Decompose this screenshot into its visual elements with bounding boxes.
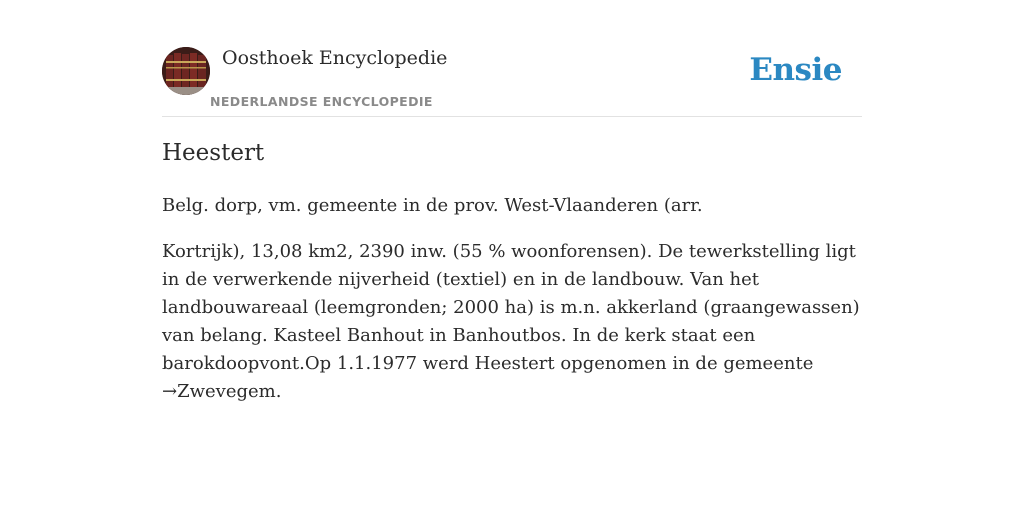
- site-header: [162, 46, 862, 117]
- article-title: Heestert: [162, 140, 265, 166]
- article-paragraph-1: Belg. dorp, vm. gemeente in de prov. West-Vlaanderen (arr.: [162, 195, 703, 216]
- site-title[interactable]: Oosthoek Encyclopedie: [222, 47, 448, 69]
- article-paragraph-2: Kortrijk), 13,08 km2, 2390 inw. (55 % woonforensen). De tewerkstelling ligt in de verwerkende nijverheid (textiel) en in de landbouw. Van het landbouwareaal (leemgronden; 2000 ha) is m.n. akkerland (graangewassen) van belang. Kasteel Banhout in Banhoutbos. In de kerk staat een barokdoopvont.Op 1.1.1977 werd Heestert opgenomen in de gemeente →Zwevegem.: [162, 241, 860, 402]
- brand-logo[interactable]: Ensie: [749, 52, 842, 88]
- site-subtitle: NEDERLANDSE ENCYCLOPEDIE: [210, 94, 433, 109]
- encyclopedia-books-icon[interactable]: [162, 47, 210, 95]
